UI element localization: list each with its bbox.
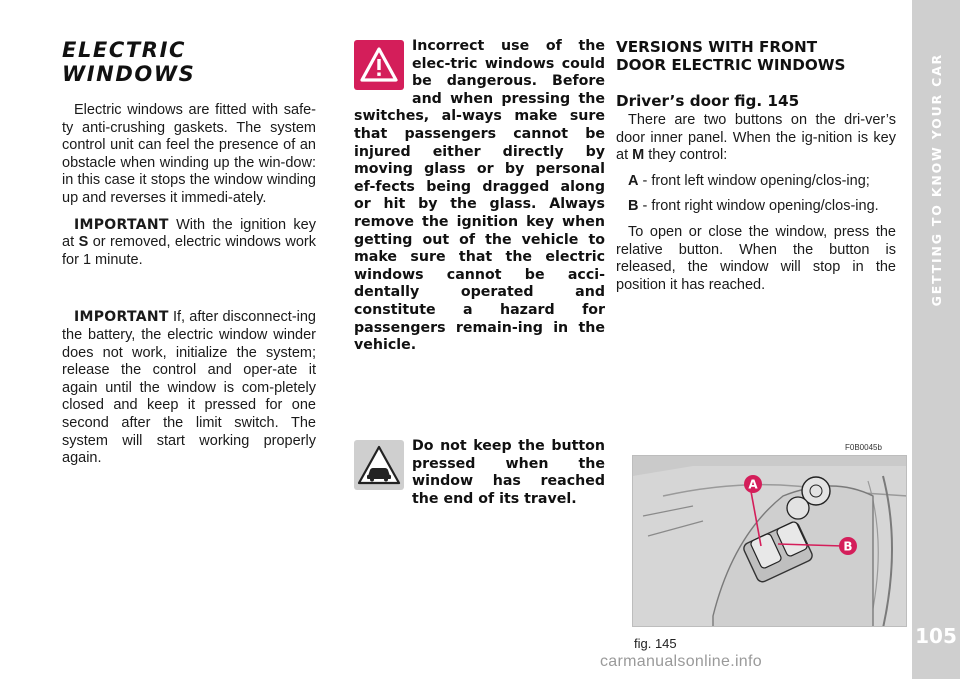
- paragraph-buttons: [616, 112, 896, 165]
- paragraph-important-1: [62, 217, 316, 270]
- item-b-text: - front right window opening/clos-ing.: [638, 198, 879, 215]
- important-text-a: With the ignition key at: [62, 216, 316, 251]
- figure-code: F0B0045b: [845, 443, 882, 452]
- item-a-key: A: [628, 172, 639, 189]
- important-label: IMPORTANT: [74, 309, 169, 326]
- window-switch-drawing: [633, 456, 907, 627]
- left-column: [62, 38, 316, 468]
- item-b-key: B: [628, 198, 639, 215]
- buttons-text-b: they control:: [644, 147, 728, 164]
- important-label: IMPORTANT: [74, 216, 169, 233]
- warning-text-caution: Do not keep the button pressed when the window has reached the end of its travel.: [412, 438, 605, 507]
- paragraph-important-2: [62, 309, 316, 467]
- warning-triangle-icon: [354, 40, 404, 90]
- figure-caption: fig. 145: [634, 636, 677, 651]
- versions-heading: [616, 38, 896, 74]
- key-position-m: M: [632, 147, 645, 164]
- item-a-text: - front left window opening/clos-ing;: [638, 172, 870, 189]
- section-title: ELECTRIC WINDOWS: [62, 38, 196, 86]
- heading-line-2: DOOR ELECTRIC WINDOWS: [616, 56, 846, 74]
- driver-door-subheading: Driver’s door fig. 145: [616, 92, 800, 110]
- right-column: [616, 38, 896, 294]
- heading-line-1: VERSIONS WITH FRONT: [616, 38, 818, 56]
- page-number: 105: [915, 624, 957, 648]
- car-caution-icon: [354, 440, 404, 490]
- callout-a: A: [748, 477, 758, 492]
- buttons-text-a: There are two buttons on the dri-ver’s door inner panel. When the ig-nition is key at: [616, 112, 896, 164]
- chapter-label-text: GETTING TO KNOW YOUR CAR: [928, 53, 944, 307]
- paragraph-intro: Electric windows are fitted with safe-ty anti-crushing gaskets. The system control unit can feel the presence of an obstacle when winding up the win-dow: in this case it stops the window winding up and reverses it immedi-ately.: [62, 102, 316, 206]
- paragraph-operation: To open or close the window, press the relative button. When the button is released, the window will stop in the position it has reached.: [616, 223, 896, 293]
- important-text: If, after disconnect-ing the battery, the electric window winder does not work, initialize the system; release the control and oper-ate it again until the window is com-pletely closed and keep it pressed for one second after the limit switch. The system will start working properly again.: [62, 309, 316, 467]
- door-panel-illustration: [632, 455, 907, 627]
- important-text-b: or removed, electric windows work for 1 minute.: [62, 234, 316, 268]
- key-position-s: S: [78, 234, 89, 251]
- item-a: [616, 173, 896, 191]
- middle-column: [354, 38, 605, 507]
- chapter-label: [924, 35, 948, 325]
- right-body: [616, 112, 896, 294]
- item-b: [616, 198, 896, 216]
- watermark-text: carmanualsonline.info: [600, 653, 762, 670]
- warning-block-danger: [354, 38, 605, 355]
- warning-text-danger: Incorrect use of the elec-tric windows could be dangerous. Before and when pressing the switches, al-ways make sure that passengers cannot be injured either directly by moving glass or by personal ef-fects being dragged along or hit by the glass. Always remove the ignition key when getting out of the vehicle to make sure that the electric windows cannot be acci-dentally operated and constitute a hazard for passengers remain-ing in the vehicle.: [354, 38, 605, 354]
- left-body: [62, 102, 316, 468]
- callout-b: B: [843, 539, 853, 554]
- warning-block-caution: [354, 438, 605, 508]
